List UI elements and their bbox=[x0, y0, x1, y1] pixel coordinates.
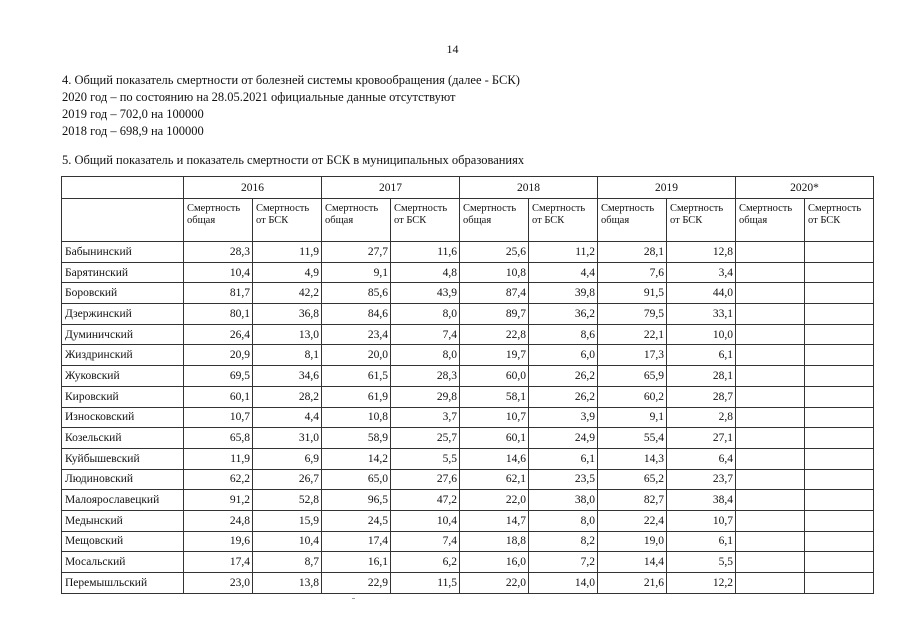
value-bsk: 27,6 bbox=[391, 469, 460, 490]
table-row bbox=[62, 552, 874, 573]
value-general: 96,5 bbox=[322, 490, 391, 511]
district-name: Думиничский bbox=[62, 324, 184, 345]
value-bsk: 38,4 bbox=[667, 490, 736, 511]
value-bsk: 28,2 bbox=[253, 386, 322, 407]
value-bsk: 44,0 bbox=[667, 283, 736, 304]
value-bsk: 6,0 bbox=[529, 345, 598, 366]
value-bsk bbox=[805, 469, 874, 490]
value-bsk: 4,9 bbox=[253, 262, 322, 283]
table-row bbox=[62, 345, 874, 366]
sub-header-bsk: Смертность от БСК bbox=[667, 199, 736, 242]
value-bsk: 8,0 bbox=[391, 304, 460, 325]
value-bsk: 8,6 bbox=[529, 324, 598, 345]
sub-header-general: Смертность общая bbox=[184, 199, 253, 242]
district-name: Бабынинский bbox=[62, 242, 184, 263]
value-general: 84,6 bbox=[322, 304, 391, 325]
value-bsk: 12,8 bbox=[667, 242, 736, 263]
value-bsk: 12,2 bbox=[667, 573, 736, 594]
value-bsk: 14,0 bbox=[529, 573, 598, 594]
table-row bbox=[62, 386, 874, 407]
sub-header-row bbox=[62, 199, 874, 242]
district-name: Дзержинский bbox=[62, 304, 184, 325]
value-bsk: 43,9 bbox=[391, 283, 460, 304]
value-general: 91,2 bbox=[184, 490, 253, 511]
value-general: 27,7 bbox=[322, 242, 391, 263]
value-general: 14,6 bbox=[460, 448, 529, 469]
value-general: 22,1 bbox=[598, 324, 667, 345]
value-bsk: 3,9 bbox=[529, 407, 598, 428]
value-general: 22,0 bbox=[460, 573, 529, 594]
value-general: 82,7 bbox=[598, 490, 667, 511]
sub-header-bsk: Смертность от БСК bbox=[805, 199, 874, 242]
district-name: Износковский bbox=[62, 407, 184, 428]
value-general: 17,4 bbox=[322, 531, 391, 552]
value-bsk: 11,2 bbox=[529, 242, 598, 263]
value-bsk: 15,9 bbox=[253, 510, 322, 531]
value-bsk bbox=[805, 304, 874, 325]
value-bsk bbox=[805, 573, 874, 594]
table-row bbox=[62, 448, 874, 469]
value-general: 19,6 bbox=[184, 531, 253, 552]
value-general: 16,0 bbox=[460, 552, 529, 573]
value-general bbox=[736, 324, 805, 345]
table-row bbox=[62, 283, 874, 304]
value-bsk: 8,0 bbox=[529, 510, 598, 531]
value-general: 58,9 bbox=[322, 428, 391, 449]
value-bsk: 8,7 bbox=[253, 552, 322, 573]
value-bsk: 36,8 bbox=[253, 304, 322, 325]
value-general: 21,6 bbox=[598, 573, 667, 594]
value-bsk: 24,9 bbox=[529, 428, 598, 449]
year-header: 2018 bbox=[460, 177, 598, 199]
value-general: 22,9 bbox=[322, 573, 391, 594]
intro-line-2019: 2019 год – 702,0 на 100000 bbox=[62, 107, 204, 121]
value-bsk: 38,0 bbox=[529, 490, 598, 511]
value-bsk: 4,8 bbox=[391, 262, 460, 283]
value-general: 79,5 bbox=[598, 304, 667, 325]
intro-block bbox=[62, 72, 520, 140]
table-row bbox=[62, 573, 874, 594]
value-bsk: 33,1 bbox=[667, 304, 736, 325]
value-bsk: 23,5 bbox=[529, 469, 598, 490]
value-bsk bbox=[805, 242, 874, 263]
value-bsk bbox=[805, 283, 874, 304]
value-general: 10,4 bbox=[184, 262, 253, 283]
district-name: Медынский bbox=[62, 510, 184, 531]
value-general: 85,6 bbox=[322, 283, 391, 304]
value-bsk: 39,8 bbox=[529, 283, 598, 304]
value-bsk: 10,7 bbox=[667, 510, 736, 531]
value-bsk: 3,4 bbox=[667, 262, 736, 283]
value-general: 14,4 bbox=[598, 552, 667, 573]
value-general: 20,9 bbox=[184, 345, 253, 366]
value-general: 22,4 bbox=[598, 510, 667, 531]
value-general: 58,1 bbox=[460, 386, 529, 407]
district-name: Жиздринский bbox=[62, 345, 184, 366]
value-general: 60,1 bbox=[460, 428, 529, 449]
value-general: 28,3 bbox=[184, 242, 253, 263]
value-bsk: 28,7 bbox=[667, 386, 736, 407]
value-general bbox=[736, 552, 805, 573]
value-general: 87,4 bbox=[460, 283, 529, 304]
value-bsk: 7,4 bbox=[391, 531, 460, 552]
sub-header-bsk: Смертность от БСК bbox=[529, 199, 598, 242]
value-general: 91,5 bbox=[598, 283, 667, 304]
value-bsk: 2,8 bbox=[667, 407, 736, 428]
value-general: 10,8 bbox=[460, 262, 529, 283]
value-general: 65,0 bbox=[322, 469, 391, 490]
value-bsk: 31,0 bbox=[253, 428, 322, 449]
value-bsk bbox=[805, 490, 874, 511]
value-general bbox=[736, 345, 805, 366]
section-title: 5. Общий показатель и показатель смертности от БСК в муниципальных образованиях bbox=[62, 153, 525, 167]
value-bsk: 3,7 bbox=[391, 407, 460, 428]
value-bsk: 4,4 bbox=[529, 262, 598, 283]
value-general: 11,9 bbox=[184, 448, 253, 469]
value-general: 65,9 bbox=[598, 366, 667, 387]
district-name: Малоярославецкий bbox=[62, 490, 184, 511]
value-bsk: 10,4 bbox=[253, 531, 322, 552]
year-header-row bbox=[62, 177, 874, 199]
value-bsk: 4,4 bbox=[253, 407, 322, 428]
table-row bbox=[62, 510, 874, 531]
mortality-table bbox=[61, 176, 874, 594]
year-header: 2019 bbox=[598, 177, 736, 199]
sub-header-general: Смертность общая bbox=[598, 199, 667, 242]
value-general: 17,3 bbox=[598, 345, 667, 366]
table-row bbox=[62, 531, 874, 552]
value-general: 10,8 bbox=[322, 407, 391, 428]
value-bsk: 6,1 bbox=[667, 531, 736, 552]
value-general: 14,2 bbox=[322, 448, 391, 469]
value-bsk: 25,7 bbox=[391, 428, 460, 449]
table-row bbox=[62, 324, 874, 345]
district-name: Перемышльский bbox=[62, 573, 184, 594]
value-bsk: 6,4 bbox=[667, 448, 736, 469]
value-bsk: 36,2 bbox=[529, 304, 598, 325]
value-general: 9,1 bbox=[598, 407, 667, 428]
district-name: Барятинский bbox=[62, 262, 184, 283]
value-general bbox=[736, 304, 805, 325]
value-bsk: 28,3 bbox=[391, 366, 460, 387]
value-general bbox=[736, 510, 805, 531]
value-bsk bbox=[805, 262, 874, 283]
district-name: Куйбышевский bbox=[62, 448, 184, 469]
value-general: 10,7 bbox=[460, 407, 529, 428]
value-general: 69,5 bbox=[184, 366, 253, 387]
value-bsk: 28,1 bbox=[667, 366, 736, 387]
value-general: 23,0 bbox=[184, 573, 253, 594]
table-row bbox=[62, 304, 874, 325]
value-bsk: 13,8 bbox=[253, 573, 322, 594]
value-general: 7,6 bbox=[598, 262, 667, 283]
value-bsk: 47,2 bbox=[391, 490, 460, 511]
value-general: 25,6 bbox=[460, 242, 529, 263]
value-general bbox=[736, 262, 805, 283]
value-general: 17,4 bbox=[184, 552, 253, 573]
value-bsk bbox=[805, 531, 874, 552]
value-general bbox=[736, 448, 805, 469]
value-bsk: 6,1 bbox=[529, 448, 598, 469]
value-bsk: 10,0 bbox=[667, 324, 736, 345]
value-general: 61,5 bbox=[322, 366, 391, 387]
value-general: 65,8 bbox=[184, 428, 253, 449]
value-bsk bbox=[805, 510, 874, 531]
year-header: 2020* bbox=[736, 177, 874, 199]
value-bsk bbox=[805, 407, 874, 428]
value-general: 10,7 bbox=[184, 407, 253, 428]
value-bsk: 6,1 bbox=[667, 345, 736, 366]
value-bsk: 11,6 bbox=[391, 242, 460, 263]
value-general: 80,1 bbox=[184, 304, 253, 325]
value-general bbox=[736, 283, 805, 304]
value-general: 9,1 bbox=[322, 262, 391, 283]
value-general bbox=[736, 573, 805, 594]
value-bsk: 7,2 bbox=[529, 552, 598, 573]
value-bsk bbox=[805, 448, 874, 469]
district-name: Козельский bbox=[62, 428, 184, 449]
table-row bbox=[62, 366, 874, 387]
page-number: 14 bbox=[446, 42, 459, 56]
table-row bbox=[62, 490, 874, 511]
value-bsk bbox=[805, 345, 874, 366]
value-bsk: 5,5 bbox=[391, 448, 460, 469]
value-bsk: 26,2 bbox=[529, 366, 598, 387]
district-name: Людиновский bbox=[62, 469, 184, 490]
value-bsk: 8,2 bbox=[529, 531, 598, 552]
value-general: 19,7 bbox=[460, 345, 529, 366]
value-bsk: 6,2 bbox=[391, 552, 460, 573]
value-general: 61,9 bbox=[322, 386, 391, 407]
table-row bbox=[62, 428, 874, 449]
value-bsk: 26,7 bbox=[253, 469, 322, 490]
table-body bbox=[62, 242, 874, 594]
value-bsk: 11,5 bbox=[391, 573, 460, 594]
value-general: 24,8 bbox=[184, 510, 253, 531]
value-general: 65,2 bbox=[598, 469, 667, 490]
value-general: 62,2 bbox=[184, 469, 253, 490]
year-header: 2016 bbox=[184, 177, 322, 199]
district-name: Жуковский bbox=[62, 366, 184, 387]
value-general: 23,4 bbox=[322, 324, 391, 345]
value-bsk: 6,9 bbox=[253, 448, 322, 469]
value-bsk: 26,2 bbox=[529, 386, 598, 407]
sub-header-general: Смертность общая bbox=[736, 199, 805, 242]
intro-heading: 4. Общий показатель смертности от болезней системы кровообращения (далее - БСК) bbox=[62, 73, 520, 87]
table-row bbox=[62, 262, 874, 283]
value-bsk: 7,4 bbox=[391, 324, 460, 345]
sub-header-bsk: Смертность от БСК bbox=[253, 199, 322, 242]
sub-header-bsk: Смертность от БСК bbox=[391, 199, 460, 242]
value-general bbox=[736, 407, 805, 428]
value-general bbox=[736, 469, 805, 490]
value-general: 26,4 bbox=[184, 324, 253, 345]
value-general: 28,1 bbox=[598, 242, 667, 263]
value-general: 62,1 bbox=[460, 469, 529, 490]
table-row bbox=[62, 469, 874, 490]
value-bsk: 27,1 bbox=[667, 428, 736, 449]
value-bsk bbox=[805, 366, 874, 387]
scan-speck bbox=[352, 598, 355, 599]
district-name: Мещовский bbox=[62, 531, 184, 552]
value-bsk: 5,5 bbox=[667, 552, 736, 573]
intro-line-2020: 2020 год – по состоянию на 28.05.2021 официальные данные отсутствуют bbox=[62, 90, 456, 104]
value-bsk: 42,2 bbox=[253, 283, 322, 304]
value-bsk: 13,0 bbox=[253, 324, 322, 345]
intro-line-2018: 2018 год – 698,9 на 100000 bbox=[62, 124, 204, 138]
value-general: 24,5 bbox=[322, 510, 391, 531]
district-name: Боровский bbox=[62, 283, 184, 304]
value-general bbox=[736, 386, 805, 407]
value-general: 20,0 bbox=[322, 345, 391, 366]
value-bsk: 11,9 bbox=[253, 242, 322, 263]
value-bsk: 8,1 bbox=[253, 345, 322, 366]
value-general: 60,0 bbox=[460, 366, 529, 387]
corner-cell bbox=[62, 177, 184, 199]
corner-cell bbox=[62, 199, 184, 242]
value-general: 22,8 bbox=[460, 324, 529, 345]
value-bsk: 34,6 bbox=[253, 366, 322, 387]
value-general bbox=[736, 366, 805, 387]
value-general bbox=[736, 428, 805, 449]
value-general: 55,4 bbox=[598, 428, 667, 449]
value-general: 14,3 bbox=[598, 448, 667, 469]
value-general: 22,0 bbox=[460, 490, 529, 511]
value-bsk: 29,8 bbox=[391, 386, 460, 407]
sub-header-general: Смертность общая bbox=[322, 199, 391, 242]
value-bsk bbox=[805, 386, 874, 407]
value-general: 60,1 bbox=[184, 386, 253, 407]
value-general: 89,7 bbox=[460, 304, 529, 325]
value-general: 14,7 bbox=[460, 510, 529, 531]
sub-header-general: Смертность общая bbox=[460, 199, 529, 242]
value-bsk bbox=[805, 324, 874, 345]
value-bsk: 10,4 bbox=[391, 510, 460, 531]
value-general: 81,7 bbox=[184, 283, 253, 304]
value-bsk: 8,0 bbox=[391, 345, 460, 366]
value-bsk: 52,8 bbox=[253, 490, 322, 511]
value-bsk bbox=[805, 428, 874, 449]
value-general: 18,8 bbox=[460, 531, 529, 552]
table-row bbox=[62, 242, 874, 263]
district-name: Кировский bbox=[62, 386, 184, 407]
value-general bbox=[736, 490, 805, 511]
value-general: 16,1 bbox=[322, 552, 391, 573]
value-bsk: 23,7 bbox=[667, 469, 736, 490]
value-general: 60,2 bbox=[598, 386, 667, 407]
district-name: Мосальский bbox=[62, 552, 184, 573]
year-header: 2017 bbox=[322, 177, 460, 199]
table-row bbox=[62, 407, 874, 428]
value-general: 19,0 bbox=[598, 531, 667, 552]
value-general bbox=[736, 242, 805, 263]
value-general bbox=[736, 531, 805, 552]
value-bsk bbox=[805, 552, 874, 573]
